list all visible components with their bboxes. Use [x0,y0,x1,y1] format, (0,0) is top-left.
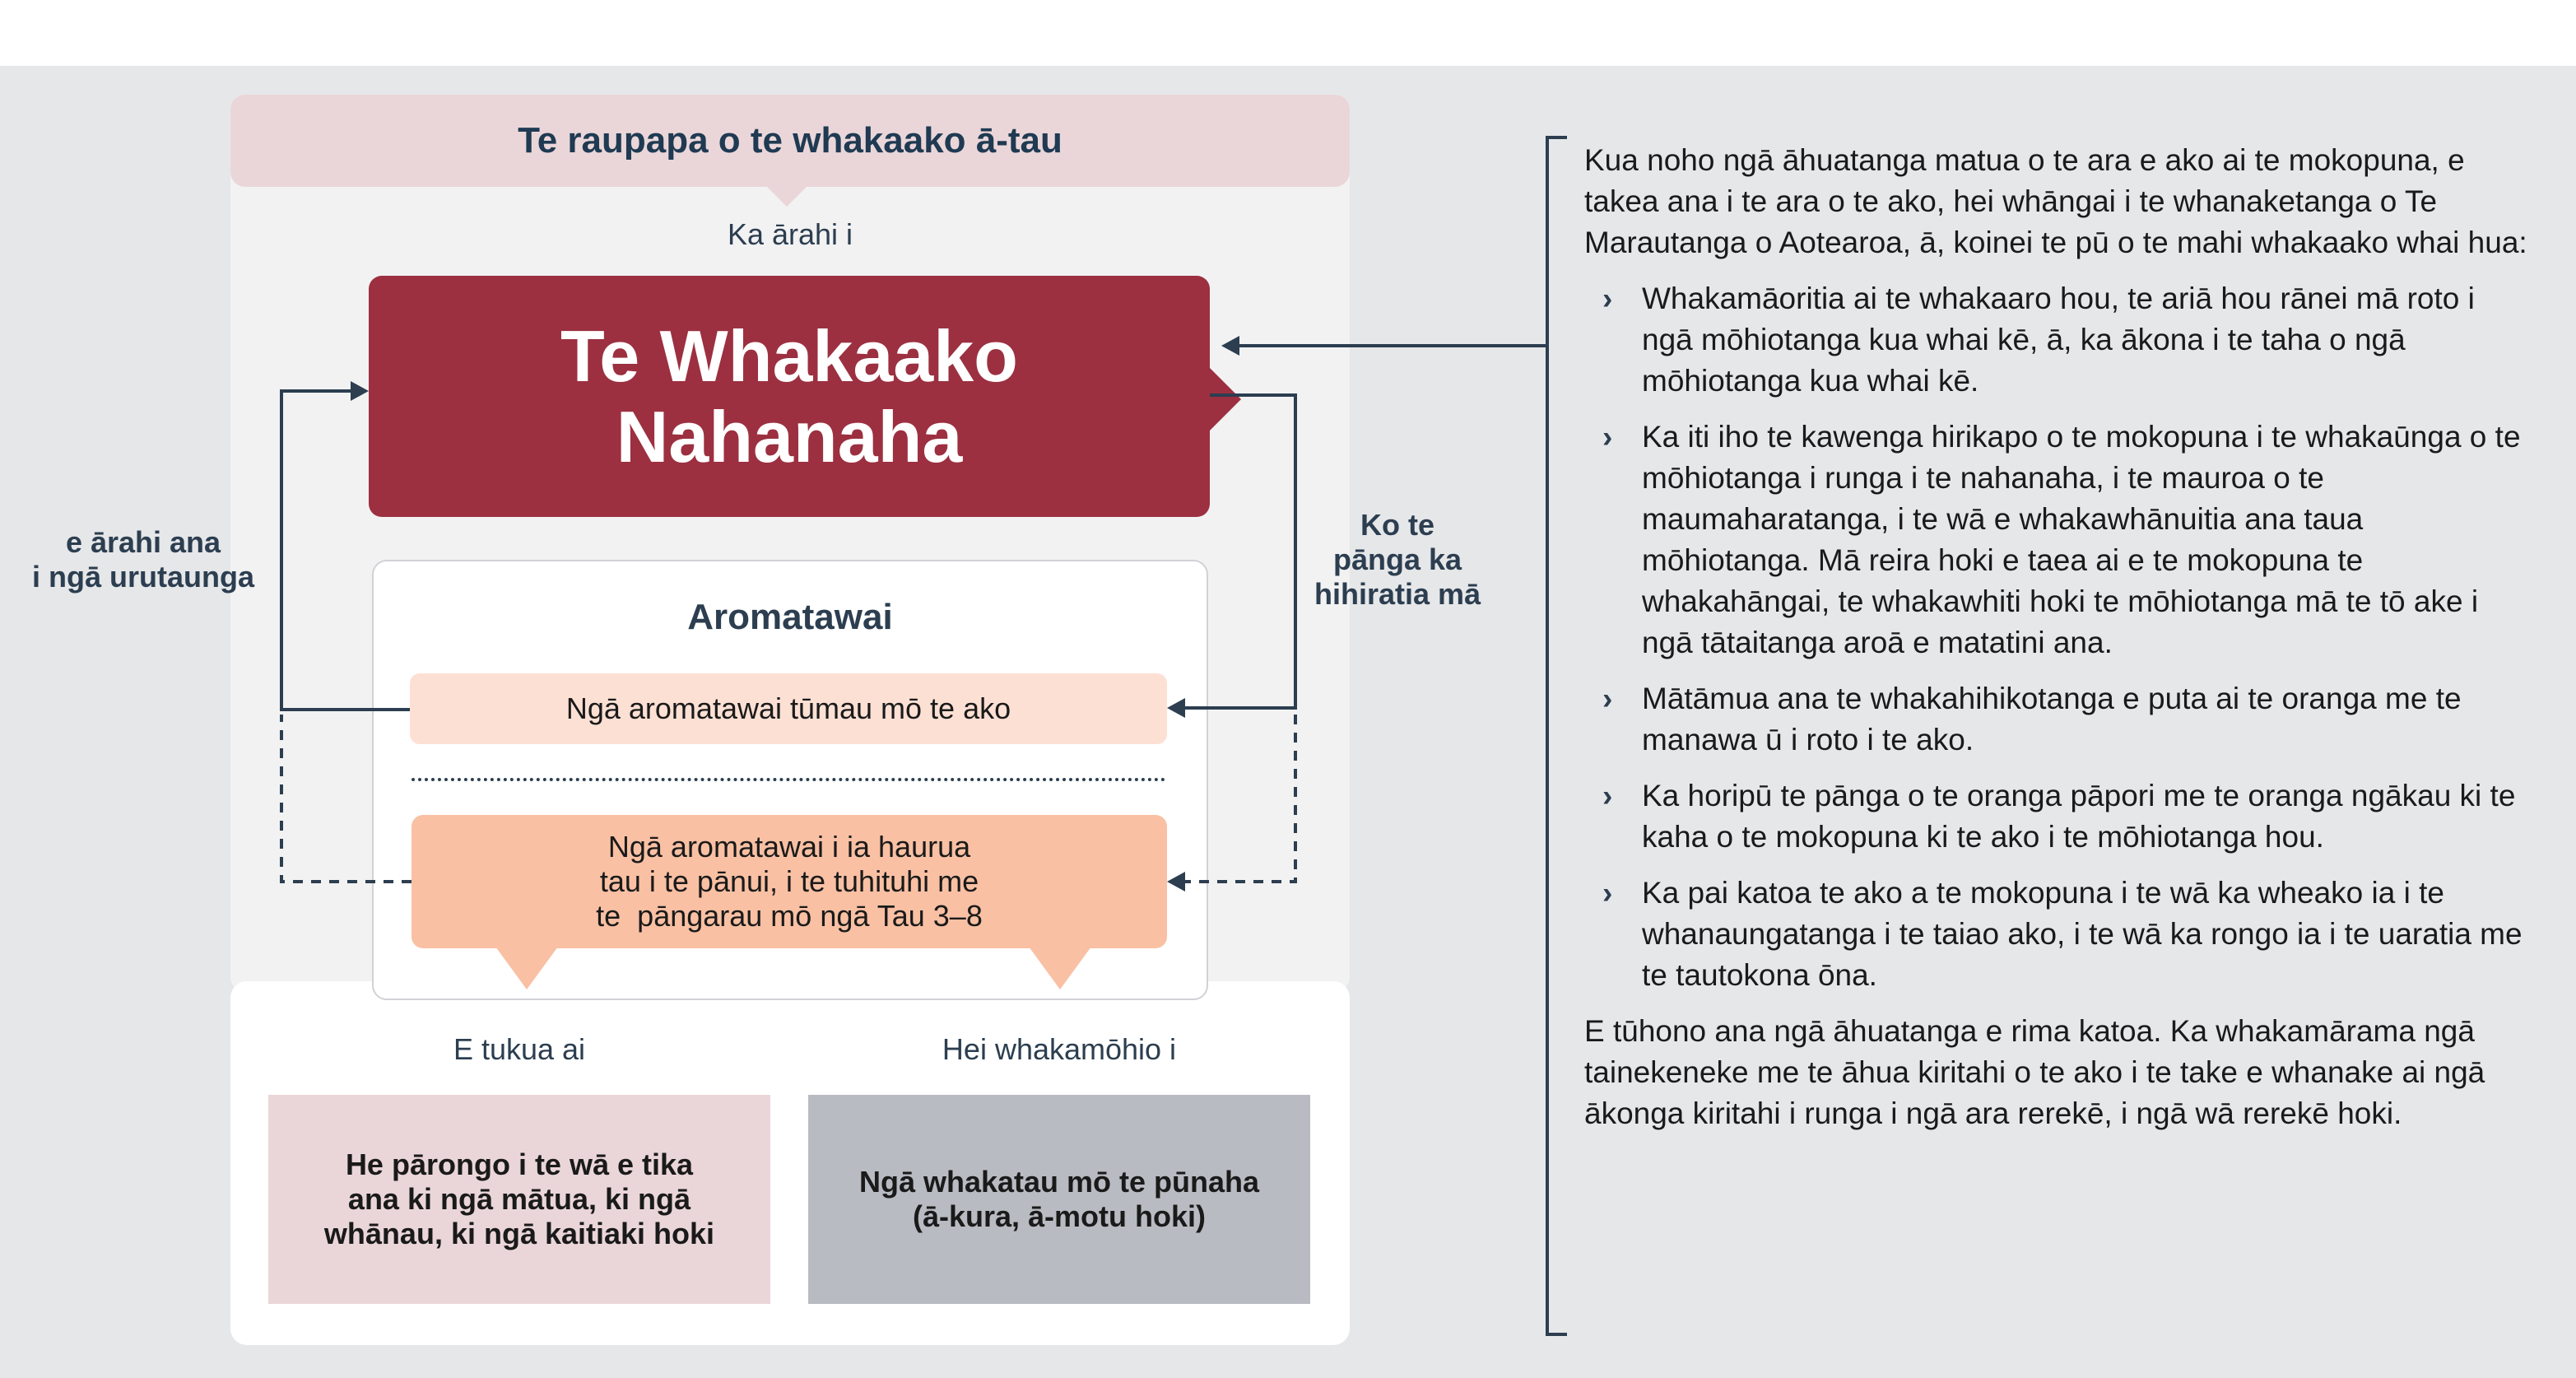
list-item [1584,873,2531,996]
main-box-line1: Te Whakaako [560,314,1018,397]
list-item [1584,775,2531,858]
adaptation-line1: e ārahi ana [65,525,221,559]
impact-line3: hihiratia mā [1314,577,1481,611]
periodic-line3: te pāngarau mō ngā Tau 3–8 [596,899,983,933]
periodic-assessment-box [412,815,1167,948]
bullet-text: Mātāmua ana te whakahihikotanga e puta ai te oranga me te manawa ū i roto i te ako. [1642,682,2462,757]
title-pointer [765,185,808,207]
explanation-text [1584,140,2531,1134]
impact-line2: pānga ka [1332,542,1462,576]
out1-line2: ana ki ngā mātua, ki ngā [347,1182,691,1216]
bullet-icon: › [1602,779,1613,812]
bullet-icon: › [1602,420,1613,454]
bullet-text: Ka iti iho te kawenga hirikapo o te mokopuna i te whakaūnga o te mōhiotanga i runga i te nahanaha, i te mauroa o te maumaharatanga, i te wā e whakawhānuitia ana taua mōhiotanga. Mā reira hoki e taea ai e te mokopuna te whakahāngai, te whakawhiti hoki te mōhiotanga mā te tō ake i ngā tātaitanga aroā e matatini ana. [1642,420,2521,659]
periodic-pointer-left [495,947,558,989]
explanation-intro: Kua noho ngā āhuatanga matua o te ara e ako ai te mokopuna, e takea ana i te ara o te ako, hei whāngai i te whanaketanga o Te Marautanga o Aotearoa, ā, koinei te pū o te mahi whakaako whai hua: [1584,143,2527,259]
ongoing-assessment-box: Ngā aromatawai tūmau mō te ako [410,673,1167,744]
explanation-bracket [1546,136,1567,1336]
adaptation-line2: i ngā urutaunga [32,560,254,594]
assessment-title: Aromatawai [687,597,893,637]
diagram-title: Te raupapa o te whakaako ā-tau [230,95,1350,187]
main-box-pointer [1208,366,1241,432]
out1-line1: He pārongo i te wā e tika [345,1148,694,1181]
whanau-information-box [268,1095,770,1304]
list-item [1584,417,2531,663]
explanation-bullets [1584,278,2531,996]
adaptation-label [12,523,275,597]
bullet-icon: › [1602,876,1613,910]
impact-label [1299,506,1496,613]
out2-line1: Ngā whakatau mō te pūnaha [858,1165,1260,1199]
bullet-text: Ka horipū te pānga o te oranga pāpori me te oranga ngākau ki te kaha o te mokopuna ki te ako i te mōhiotanga hou. [1642,779,2516,854]
system-decisions-box [808,1095,1310,1304]
out1-line3: whānau, ki ngā kaitiaki hoki [323,1217,715,1250]
periodic-line1: Ngā aromatawai i ia haurua [607,830,971,864]
out2-line2: (ā-kura, ā-motu hoki) [912,1199,1207,1233]
periodic-pointer-right [1029,947,1091,989]
periodic-line2: tau i te pānui, i te tuhituhi me [599,864,979,898]
impact-line1: Ko te [1360,508,1434,542]
dotted-divider [412,778,1165,781]
list-item [1584,678,2531,761]
explanation-closing: E tūhono ana ngā āhuatanga e rima katoa. Ka whakamārama ngā tainekeneke me te āhua kiritahi o te ako i te take e whanake ai ngā ākonga kiritahi i runga i ngā ara rerekē, i ngā wā rerekē hoki. [1584,1014,2485,1130]
bullet-icon: › [1602,682,1613,715]
outputs-left-label: E tukua ai [453,1032,586,1066]
outputs-right-label: Hei whakamōhio i [942,1032,1177,1066]
bullet-text: Whakamāoritia ai te whakaaro hou, te ariā hou rānei mā roto i ngā mōhiotanga kua whai kē, ā, ka ākona i te taha o ngā mōhiotanga kua whai kē. [1642,282,2475,398]
explicit-teaching-box [369,276,1210,517]
bullet-text: Ka pai katoa te ako a te mokopuna i te wā ka wheako ia i te whanaungatanga i te taiao ako, i te wā ka rongo ia i te uaratia me te tautokona ōna. [1642,876,2523,992]
main-box-line2: Nahanaha [616,395,963,477]
bullet-icon: › [1602,282,1613,315]
list-item [1584,278,2531,402]
guides-label: Ka ārahi i [727,217,853,251]
